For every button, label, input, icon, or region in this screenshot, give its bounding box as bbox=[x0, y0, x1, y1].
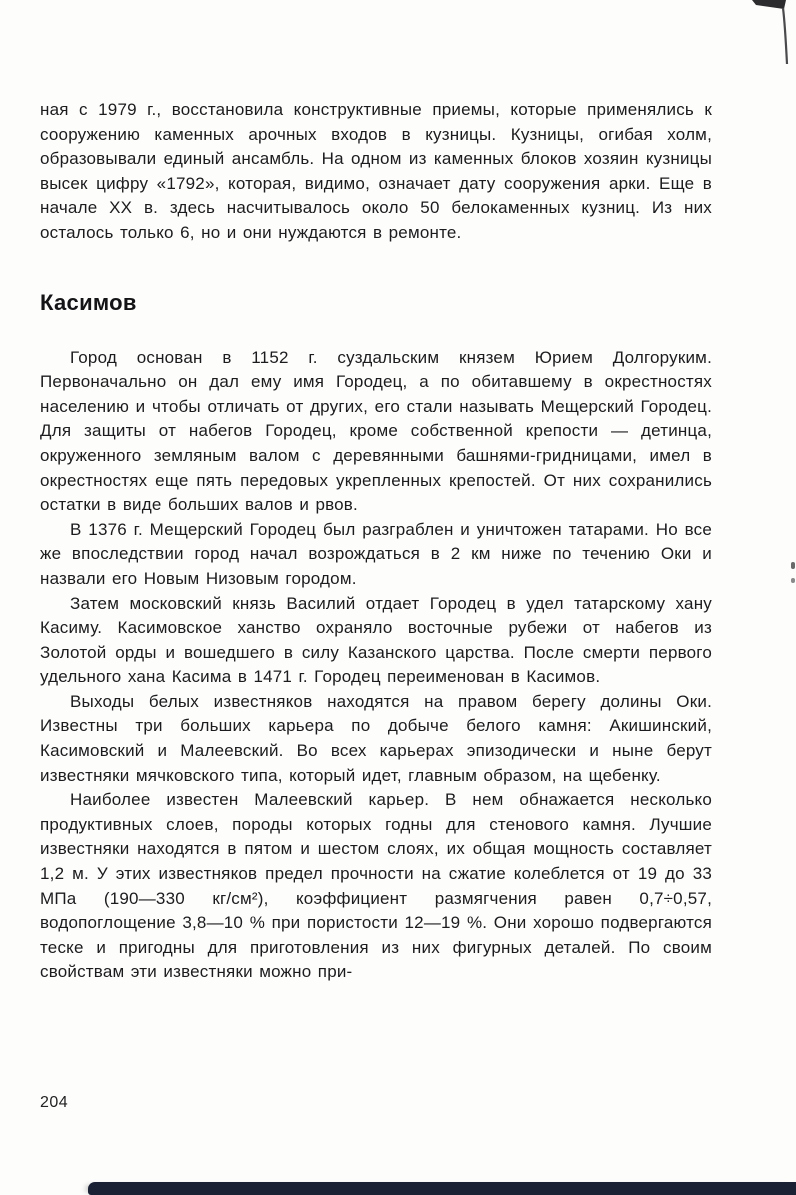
paragraph: Затем московский князь Василий отдает Городец в удел татарскому хану Касиму. Касимовское ханство охраняло восточные рубежи от набегов из Золотой орды и вошедшего в силу Казанского царства. После смерти первого удельного хана Касима в 1471 г. Городец переименован в Касимов. bbox=[40, 593, 712, 687]
paragraph-continuation: ная с 1979 г., восстановила конструктивные приемы, которые применялись к сооружению каменных арочных входов в кузницы. Кузницы, огибая холм, образовывали единый ансамбль. На одном из каменных блоков хозяин кузницы высек цифру «1792», которая, видимо, означает дату сооружения арки. Еще в начале XX в. здесь насчитывалось около 50 белокаменных кузниц. Из них осталось только 6, но и они нуждаются в ремонте. bbox=[40, 100, 712, 242]
paragraph: Наиболее известен Малеевский карьер. В нем обнажается несколько продуктивных слоев, породы которых годны для стенового камня. Лучшие известняки находятся в пятом и шестом слоях, их общая мощность составляет 1,2 м. У этих известняков предел прочности на сжатие колеблется от 19 до 33 МПа (190—330 кг/см²), коэффициент размягчения равен 0,7÷0,57, водопоглощение 3,8—10 % при пористости 12—19 %. Они хорошо подвергаются теске и пригодны для приготовления из них фигурных деталей. По своим свойствам эти известняки можно при- bbox=[40, 790, 712, 982]
scan-artifact-edge-tick bbox=[791, 578, 795, 583]
text-block bbox=[40, 98, 712, 985]
section-heading: Касимов bbox=[40, 289, 137, 315]
paragraph: Выходы белых известняков находятся на правом берегу долины Оки. Известны три больших карьера по добыче белого камня: Акишинский, Касимовский и Малеевский. Во всех карьерах эпизодически и ныне берут известняки мячковского типа, который идет, главным образом, на щебенку. bbox=[40, 691, 712, 785]
scan-artifact-bottom-bar bbox=[88, 1182, 796, 1195]
scan-artifact-top-right-mark bbox=[740, 0, 796, 72]
page-number: 204 bbox=[40, 1094, 69, 1111]
paragraph: Город основан в 1152 г. суздальским князем Юрием Долгоруким. Первоначально он дал ему имя Городец, а по обитавшему в окрестностях населению и чтобы отличать от других, его стали называть Мещерский Городец. Для защиты от набегов Городец, кроме собственной крепости — детинца, окруженного земляным валом с деревянными башнями-гридницами, имел в окрестностях еще пять передовых укрепленных крепостей. От них сохранились остатки в виде больших валов и рвов. bbox=[40, 347, 712, 515]
paragraph: В 1376 г. Мещерский Городец был разграблен и уничтожен татарами. Но все же впоследствии город начал возрождаться в 2 км ниже по течению Оки и назвали его Новым Низовым городом. bbox=[40, 519, 712, 588]
scan-artifact-edge-tick bbox=[791, 562, 795, 569]
